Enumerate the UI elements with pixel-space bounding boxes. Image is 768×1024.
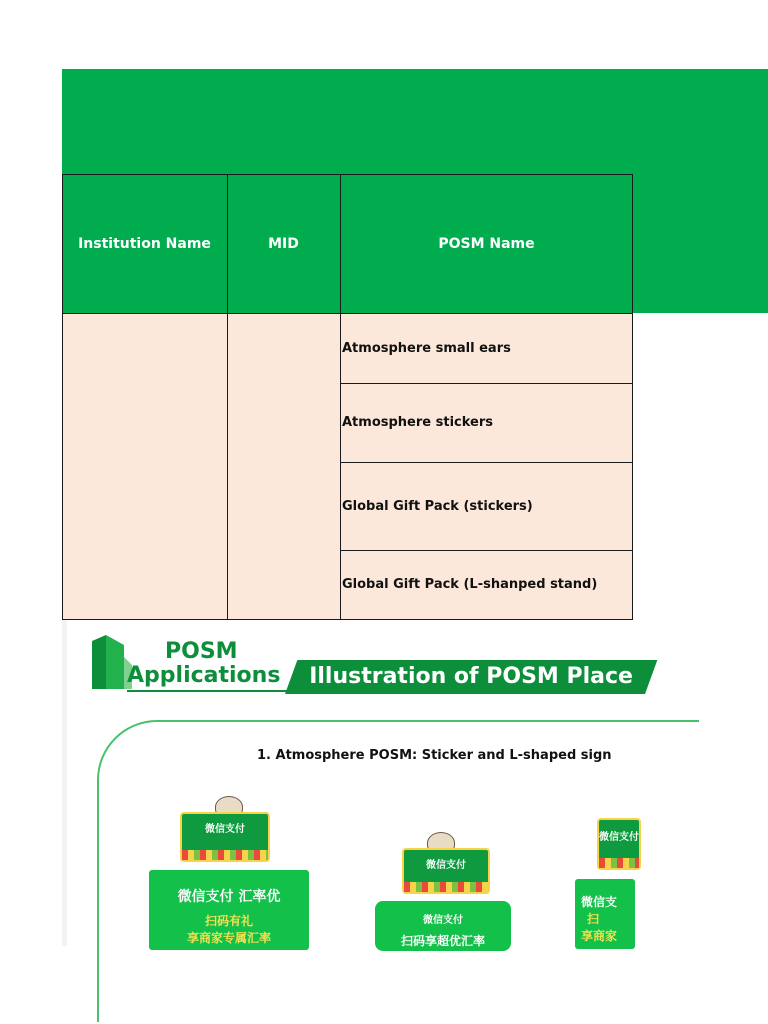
table-cell-posm-name: Global Gift Pack (L-shanped stand) [342,577,598,592]
table-border [340,383,633,384]
logo-icon [92,635,132,689]
table-cell-posm-name: Atmosphere small ears [342,340,511,356]
table-border [340,550,633,551]
sticker-sign: 微信支付 [180,812,270,862]
table-cell-posm-name: Global Gift Pack (stickers) [342,498,533,514]
column-header-institution: Institution Name [78,235,211,252]
table-border [340,462,633,463]
posm-illustration-image [62,620,639,948]
sticker-sign: 微信支付 [402,848,490,894]
table-cell-posm-name: Atmosphere stickers [342,415,493,430]
table-border [62,174,633,175]
table-border [227,174,228,620]
illustration-title: POSM Applications [127,639,281,688]
column-header-posm-name: POSM Name [438,235,535,252]
sticker-sign: 微信支付 [597,818,641,870]
illustration-banner: Illustration of POSM Place [285,660,657,694]
column-header-mid: MID [268,235,299,252]
l-shaped-stand: 微信支付 汇率优 扫码有礼 享商家专属汇率 [149,870,309,950]
l-shaped-stand: 微信支 扫 享商家 [575,879,635,949]
table-border [62,313,633,314]
l-shaped-stand: 微信支付 扫码享超优汇率 [375,901,511,951]
table-border [62,174,63,620]
title-underline [127,690,287,692]
section-heading: 1. Atmosphere POSM: Sticker and L-shaped sign [257,748,612,763]
table-border [340,174,341,620]
table-border [632,174,633,620]
